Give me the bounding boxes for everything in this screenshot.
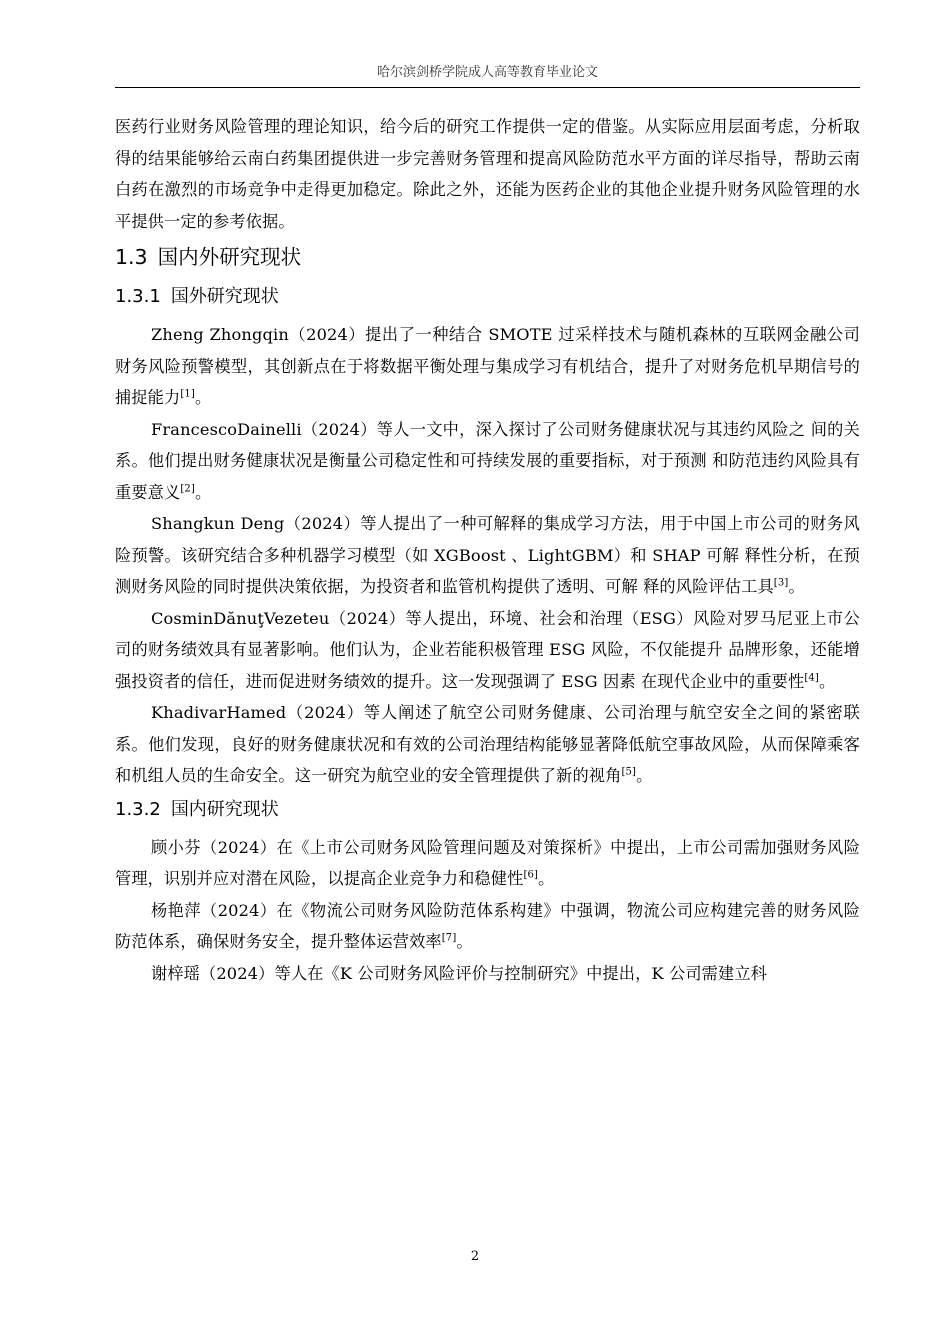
intro-paragraph: 医药行业财务风险管理的理论知识，给今后的研究工作提供一定的借鉴。从实际应用层面考虑，分析取得的结果能够给云南白药集团提供进一步完善财务管理和提高风险防范水平方面的详尽指导，帮助云南白药在激烈的市场竞争中走得更加稳定。除此之外，还能为医药企业的其他企业提升财务风险管理的水平提供一定的参考依据。 [115, 117, 860, 231]
subsection-title: 国外研究现状 [170, 286, 279, 307]
paragraph-text: CosminDănuţVezeteu（2024）等人提出，环境、社会和治理（ESG）风险对罗马尼亚上市公司的财务绩效具有显著影响。他们认为，企业若能积极管理 ESG 风险，不仅能提升 品牌形象，还能增强投资者的信任，进而促进财务绩效的提升。这一发现强调了 ESG 因素 在现代企业中的重要性 [115, 608, 860, 691]
paragraph-end: 。 [818, 671, 836, 691]
citation-ref[interactable]: [6] [523, 869, 539, 881]
header-rule [115, 87, 860, 88]
paragraph-end: 。 [194, 388, 212, 407]
subsection-number: 1.3.2 [115, 798, 161, 820]
subsection-number: 1.3.1 [115, 286, 161, 307]
paragraph-end: 。 [538, 869, 555, 888]
section-title: 国内外研究现状 [157, 245, 302, 269]
section-number: 1.3 [115, 245, 148, 269]
foreign-research-paragraph [115, 414, 860, 509]
paragraph-text: KhadivarHamed（2024）等人阐述了航空公司财务健康、公司治理与航空安全之间的紧密联系。他们发现，良好的财务健康状况和有效的公司治理结构能够显著降低航空事故风险，从而保障乘客和机组人员的生命安全。这一研究为航空业的安全管理提供了新的视角 [115, 703, 860, 785]
subsection-title: 国内研究现状 [170, 798, 279, 820]
domestic-research-paragraph [115, 895, 860, 958]
page-body [115, 111, 860, 989]
paragraph-end: 。 [194, 482, 212, 502]
citation-ref[interactable]: [2] [180, 483, 195, 495]
citation-ref[interactable]: [4] [804, 672, 819, 684]
citation-ref[interactable]: [5] [621, 766, 637, 778]
citation-ref[interactable]: [3] [773, 577, 789, 589]
foreign-research-paragraph [115, 508, 860, 603]
paragraph-text: Zheng Zhongqin（2024）提出了一种结合 SMOTE 过采样技术与随机森林的互联网金融公司财务风险预警模型，其创新点在于将数据平衡处理与集成学习有机结合，提升了对财务危机早期信号的捕捉能力 [115, 325, 860, 407]
paragraph-end: 。 [456, 932, 473, 951]
citation-ref[interactable]: [7] [441, 932, 457, 944]
subsection-heading-1-3-1 [115, 281, 860, 313]
section-heading-1-3 [115, 241, 860, 273]
foreign-research-paragraph [115, 319, 860, 414]
paragraph-text: FrancescoDainelli（2024）等人一文中，深入探讨了公司财务健康状况与其违约风险之 间的关系。他们提出财务健康状况是衡量公司稳定性和可持续发展的重要指标，对于预测 和防范违约风险具有重要意义 [115, 419, 860, 502]
foreign-research-paragraph [115, 603, 860, 698]
foreign-research-paragraph [115, 697, 860, 792]
running-header: 哈尔滨剑桥学院成人高等教育毕业论文 [376, 65, 598, 80]
paragraph-text: 顾小芬（2024）在《上市公司财务风险管理问题及对策探析》中提出，上市公司需加强财务风险管理，识别并应对潜在风险，以提高企业竞争力和稳健性 [115, 837, 860, 888]
page-number: 2 [470, 1249, 480, 1264]
subsection-heading-1-3-2 [115, 794, 860, 826]
paragraph-text: 杨艳萍（2024）在《物流公司财务风险防范体系构建》中强调，物流公司应构建完善的财务风险防范体系，确保财务安全，提升整体运营效率 [115, 900, 860, 951]
paragraph-end: 。 [636, 766, 653, 785]
domestic-research-paragraph [115, 958, 860, 990]
paragraph-end: 。 [788, 577, 805, 596]
domestic-research-paragraph [115, 832, 860, 895]
paragraph-text: Shangkun Deng（2024）等人提出了一种可解释的集成学习方法，用于中国上市公司的财务风险预警。该研究结合多种机器学习模型（如 XGBoost 、LightGBM）和 SHAP 可解 释性分析，在预测财务风险的同时提供决策依据，为投资者和监管机构提供了透明、可解 释的风险评估工具 [115, 514, 860, 596]
paragraph-text: 谢梓瑶（2024）等人在《K 公司财务风险评价与控制研究》中提出，K 公司需建立科 [151, 963, 768, 983]
citation-ref[interactable]: [1] [180, 388, 195, 400]
